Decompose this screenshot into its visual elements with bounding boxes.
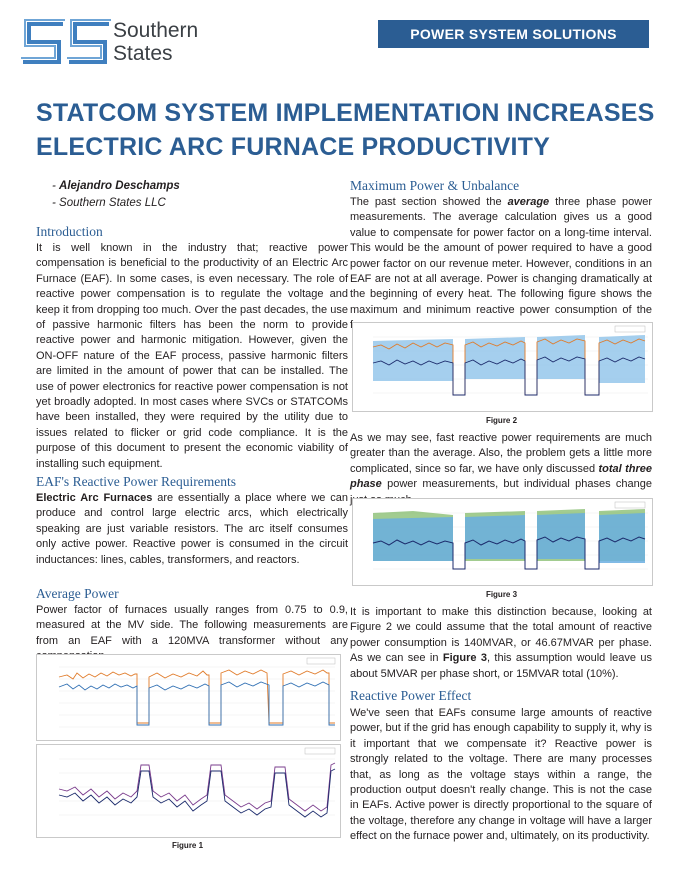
avg-text: Power factor of furnaces usually ranges from 0.75 to 0.9, measured at the MV side. The following measurements are from an EAF with a 120MVA transformer without any compensation. <box>36 604 348 663</box>
after-fig2-emphasis: total three phase <box>350 462 652 491</box>
after-fig3-emphasis: Figure 3 <box>442 652 487 665</box>
rpe-text: We've seen that EAFs consume large amounts of reactive power, but if the grid has enough capability to supply it, why is it important that we compensate it? Reactive power is strongly related to the voltage. There are many processes that, as long as the voltage stays within a range, the production output doesn't really change. This is not the case in EAFs. Active power is directly proportional to the square of the voltage, therefore any change in voltage will have a larger effect on the furnace power and, ultimately, on its productivity. <box>350 707 652 843</box>
avg-heading: Average Power <box>36 586 119 601</box>
eaf-lead: Electric Arc Furnaces <box>36 492 153 504</box>
author-name: Alejandro Deschamps <box>59 180 180 192</box>
figure-2-legend-box <box>615 326 645 332</box>
figure-1-bottom-legend-box <box>305 748 335 754</box>
figure-1-navy-trace <box>59 769 335 817</box>
title-line-1: STATCOM SYSTEM IMPLEMENTATION INCREASES <box>36 99 655 127</box>
rpe-heading: Reactive Power Effect <box>350 688 472 703</box>
eaf-heading: EAF's Reactive Power Requirements <box>36 474 237 489</box>
title-line-2: ELECTRIC ARC FURNACE PRODUCTIVITY <box>36 133 551 161</box>
figure-3-chart <box>352 498 653 586</box>
figure-2-band <box>373 335 645 395</box>
after-fig2-text-1: As we may see, fast reactive power requirements are much greater than the average. Also, the problem gets a little more complicated, since so far, we have only discussed <box>350 432 652 475</box>
brand-line-2: States <box>113 42 173 65</box>
figure-2-caption: Figure 2 <box>485 416 518 425</box>
maxp-emphasis: average <box>507 196 550 208</box>
byline: - Alejandro Deschamps - Southern States LLC <box>52 180 180 209</box>
maxp-text-2: three phase power measurements. The average calculation gives us a good value to compensate for power factor on a long-time interval. This would be the amount of power required to have a good power factor on our revenue meter. However, conditions in an EAF are not at all average. Power is changing dramatically at the beginning of every heat. The following figure shows the maximum and minimum reactive power consumption of the furnace. <box>350 196 653 332</box>
brand-name <box>113 19 198 65</box>
figure-3-caption: Figure 3 <box>485 590 518 599</box>
figure-1-top-chart <box>36 654 341 741</box>
figure-2-chart <box>352 322 653 412</box>
section-band: POWER SYSTEM SOLUTIONS <box>378 20 649 48</box>
intro-text: It is well known in the industry that; reactive power compensation is beneficial to the productivity of an Electric Arc Furnace (EAF). In some cases, is even necessary. The role of reactive power compensation is to regulate the voltage and keep it from dropping too much. Over the past decades, the use of passive harmonic filters has been the norm to provide reactive power and harmonic mitigation. However, given the ON-OFF nature of the EAF process, passive harmonic filters are limited in the amount of power that can be installed. The use of power electronics for reactive power compensation is not yet broadly adopted. In most cases where SVCs or STATCOMs have been installed, they were required by the utility due to issues related to flicker or grid code compliance. It is the purpose of this document to present the economic viability of installing such equipment. <box>36 242 348 470</box>
after-fig3-text-1: It is important to make this distinction because, looking at Figure 2 we could assume that the total amount of reactive power consumption is 140MVAR, or 46.67MVAR per phase. As we can see in <box>350 606 652 665</box>
after-fig2-text <box>350 431 652 508</box>
figure-1-top-legend-box <box>307 658 335 664</box>
maxp-text-1: The past section showed the <box>350 196 508 208</box>
eaf-body: are essentially a place where we can produce and control large electric arcs, which electrically speaking are just variable resistors. The arc itself consumes only active power. Reactive power is consumed in the circuit inductances: lines, cables, transformers, and reactors. <box>36 492 349 566</box>
figure-1-bottom-chart <box>36 744 341 838</box>
intro-heading: Introduction <box>36 224 103 239</box>
after-fig3-text <box>350 605 652 682</box>
maxp-text <box>350 195 652 334</box>
figure-1-blue-trace <box>59 682 335 725</box>
maxp-heading: Maximum Power & Unbalance <box>350 178 520 193</box>
author-org: Southern States LLC <box>59 197 166 209</box>
page-title <box>36 96 656 164</box>
figure-3-legend-box <box>615 502 645 508</box>
brand-line-1: Southern <box>113 19 199 42</box>
after-fig3-text-2: , this assumption would leave us about 5MVAR per phase short, or 15MVAR total (10%). <box>350 652 652 680</box>
after-fig2-text-2: power measurements, but individual phases change just as much. <box>350 478 652 506</box>
figure-1-caption: Figure 1 <box>171 841 204 850</box>
eaf-text <box>36 491 348 568</box>
